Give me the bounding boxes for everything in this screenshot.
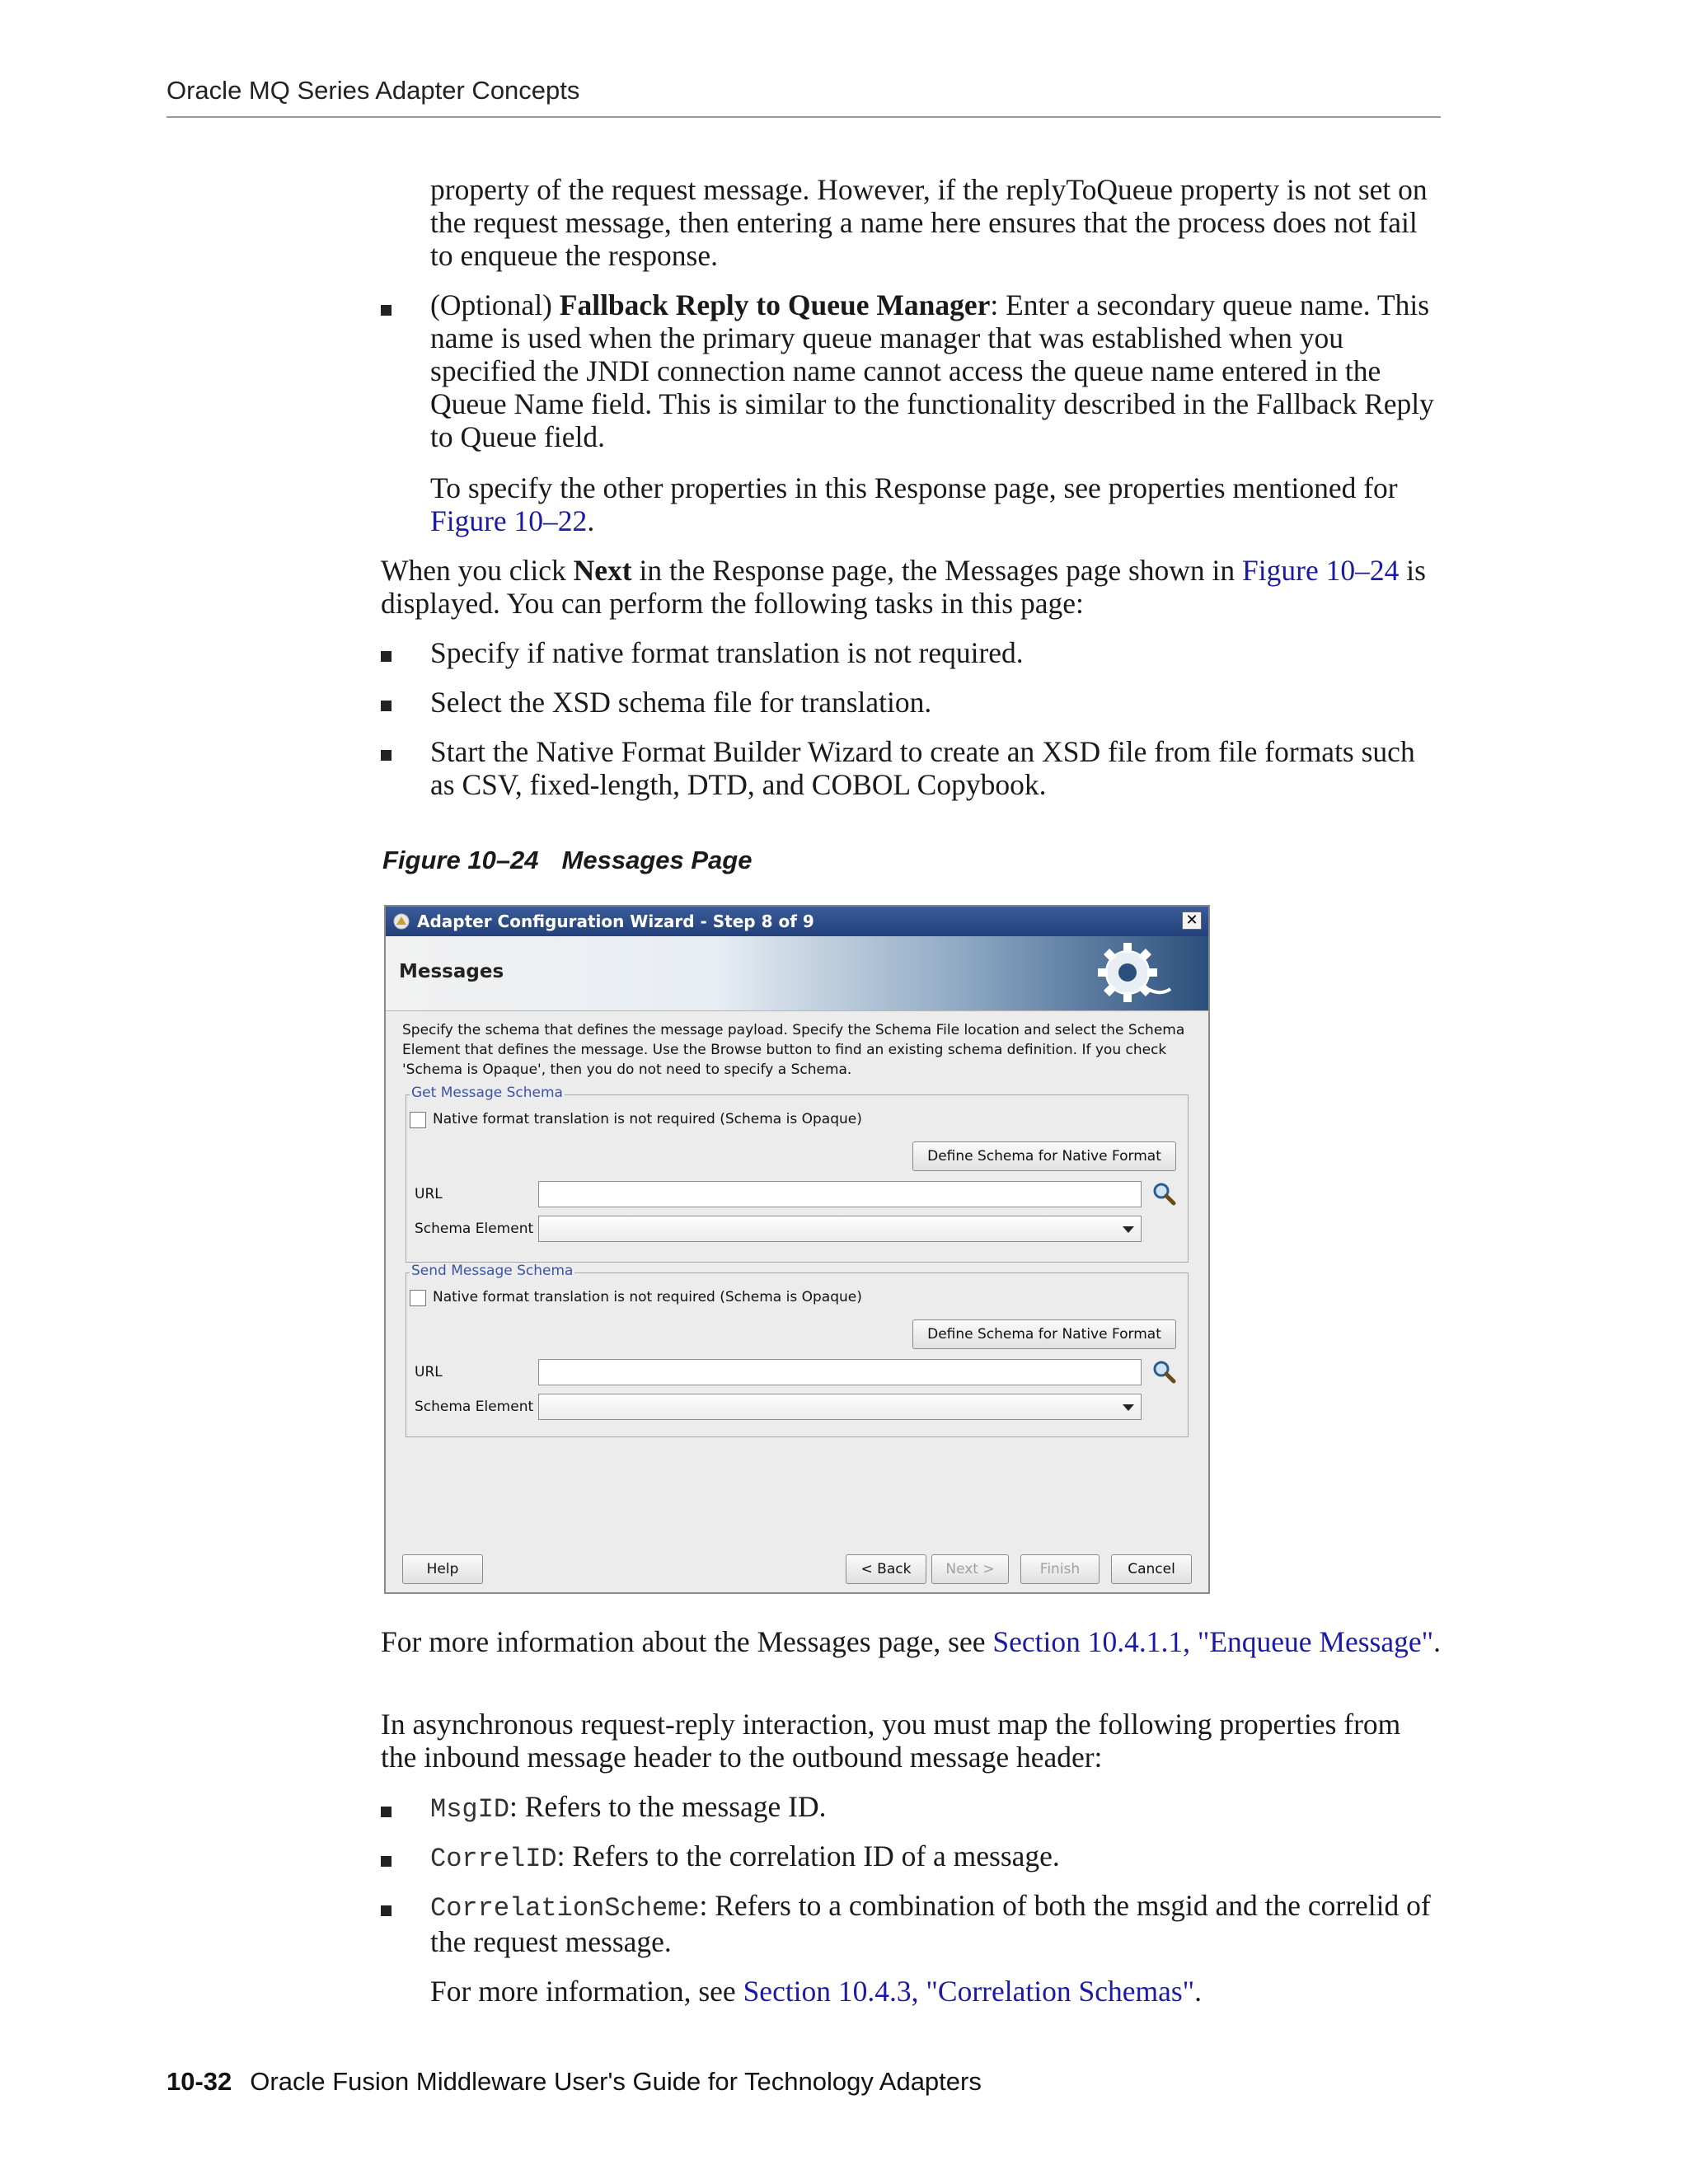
task-item: Select the XSD schema file for translation.	[430, 686, 932, 719]
opaque-checkbox[interactable]	[410, 1290, 426, 1306]
bullet	[381, 651, 392, 662]
bullet	[381, 701, 392, 711]
running-header: Oracle MQ Series Adapter Concepts	[166, 76, 580, 105]
dialog-titlebar	[386, 907, 1208, 936]
bullet	[381, 1807, 392, 1817]
dialog-description: Specify the schema that defines the message payload. Specify the Schema File location and select the Schema Element that defines the message. Use the Browse button to find an existing schema definition. If you check 'Schema is Opaque', then you do not need to specify a Schema.	[402, 1022, 1185, 1078]
schema-element-select[interactable]	[538, 1394, 1142, 1420]
period: .	[1433, 1625, 1441, 1658]
bullet	[381, 750, 392, 761]
page-number: 10-32	[166, 2067, 232, 2096]
group-legend: Get Message Schema	[411, 1085, 563, 1101]
task-item: Specify if native format translation is not required.	[430, 636, 1024, 669]
bullet	[381, 1905, 392, 1916]
url-input[interactable]	[538, 1359, 1142, 1385]
period: .	[1194, 1975, 1203, 2008]
paragraph-reply-queue: property of the request message. However, if the replyToQueue property is not set on the request message, then entering a name here ensures that the process does not fail to enqueue the response.	[430, 173, 1428, 272]
link-figure-10-22[interactable]: Figure 10–22	[430, 504, 588, 537]
book-title: Oracle Fusion Middleware User's Guide for Technology Adapters	[250, 2067, 982, 2096]
term-fallback-qm: Fallback Reply to Queue Manager	[559, 288, 991, 321]
cancel-button[interactable]: Cancel	[1111, 1554, 1192, 1584]
schema-element-label: Schema Element	[415, 1399, 534, 1415]
chevron-down-icon	[1123, 1226, 1134, 1233]
wizard-icon	[392, 912, 410, 930]
property-text: : Refers to the correlation ID of a message.	[556, 1840, 1060, 1872]
bullet-prefix: (Optional)	[430, 288, 560, 321]
figure-caption	[382, 846, 775, 875]
bullet	[381, 305, 392, 316]
finish-button[interactable]: Finish	[1020, 1554, 1100, 1584]
define-schema-button[interactable]: Define Schema for Native Format	[912, 1319, 1176, 1349]
code-correlid: CorrelID	[430, 1844, 557, 1874]
help-button[interactable]: Help	[402, 1554, 483, 1584]
opaque-checkbox[interactable]	[410, 1112, 426, 1128]
figure-number: Figure 10–24	[382, 846, 539, 874]
checkbox-label: Native format translation is not required (Schema is Opaque)	[433, 1111, 862, 1127]
url-label: URL	[415, 1186, 443, 1202]
paragraph-other-properties	[430, 471, 1441, 537]
next-button[interactable]: Next >	[931, 1554, 1009, 1584]
page-footer	[166, 2067, 982, 2097]
paragraph-async: In asynchronous request-reply interaction, you must map the following properties from the inbound message header to the outbound message header:	[381, 1708, 1401, 1774]
define-schema-button[interactable]: Define Schema for Native Format	[912, 1141, 1176, 1171]
page-title: Messages	[399, 961, 504, 982]
group-legend: Send Message Schema	[411, 1263, 574, 1279]
text: When you click	[381, 554, 574, 587]
link-figure-10-24[interactable]: Figure 10–24	[1242, 554, 1400, 587]
text: For more information about the Messages page, see	[381, 1625, 993, 1658]
wizard-banner	[386, 936, 1208, 1011]
task-item: Start the Native Format Builder Wizard to create an XSD file from file formats such as CSV, fixed-length, DTD, and COBOL Copybook.	[430, 735, 1415, 801]
wizard-dialog	[384, 905, 1210, 1594]
header-rule	[166, 116, 1441, 118]
property-item	[430, 1840, 1441, 1876]
bullet-fallback-qm	[430, 288, 1441, 453]
code-msgid: MsgID	[430, 1794, 510, 1825]
checkbox-label: Native format translation is not required (Schema is Opaque)	[433, 1289, 862, 1305]
figure-title: Messages Page	[561, 846, 753, 874]
term-next: Next	[573, 554, 632, 587]
bullet-text: : Enter a secondary queue name. This name is used when the primary queue manager that was established when you specified the JNDI connection name cannot access the queue name entered in the Queue Name field. This is similar to the functionality described in the Fallback Reply to Queue field.	[430, 288, 1434, 453]
code-correlationscheme: CorrelationScheme	[430, 1893, 700, 1924]
link-section-10-4-1-1[interactable]: Section 10.4.1.1, "Enqueue Message"	[992, 1625, 1434, 1658]
bullet	[381, 1856, 392, 1867]
get-message-schema-group	[406, 1085, 1189, 1263]
paragraph-click-next	[381, 554, 1441, 620]
property-item	[430, 1790, 1441, 1826]
dialog-title: Adapter Configuration Wizard - Step 8 of 9	[417, 912, 814, 931]
back-button[interactable]: < Back	[846, 1554, 926, 1584]
schema-element-select[interactable]	[538, 1216, 1142, 1242]
schema-element-label: Schema Element	[415, 1221, 534, 1237]
text: is displayed. You can perform the following tasks in this page:	[381, 554, 1426, 620]
search-icon[interactable]	[1151, 1181, 1176, 1206]
property-text: : Refers to a combination of both the msgid and the correlid of the request message.	[430, 1889, 1431, 1958]
period: .	[587, 504, 595, 537]
paragraph-text: To specify the other properties in this Response page, see properties mentioned for	[430, 471, 1398, 504]
search-icon[interactable]	[1151, 1359, 1176, 1384]
text: in the Response page, the Messages page shown in	[631, 554, 1243, 587]
url-label: URL	[415, 1364, 443, 1380]
paragraph-more-info-correlation	[430, 1975, 1441, 2008]
property-text: : Refers to the message ID.	[509, 1790, 827, 1823]
chevron-down-icon	[1123, 1404, 1134, 1411]
close-icon[interactable]: ✕	[1182, 912, 1202, 930]
send-message-schema-group	[406, 1263, 1189, 1437]
link-section-10-4-3[interactable]: Section 10.4.3, "Correlation Schemas"	[743, 1975, 1195, 2008]
url-input[interactable]	[538, 1181, 1142, 1207]
gear-logo-icon	[1085, 940, 1175, 1009]
text: For more information, see	[430, 1975, 743, 2008]
paragraph-more-info-messages	[381, 1625, 1441, 1658]
property-item	[430, 1889, 1441, 1958]
